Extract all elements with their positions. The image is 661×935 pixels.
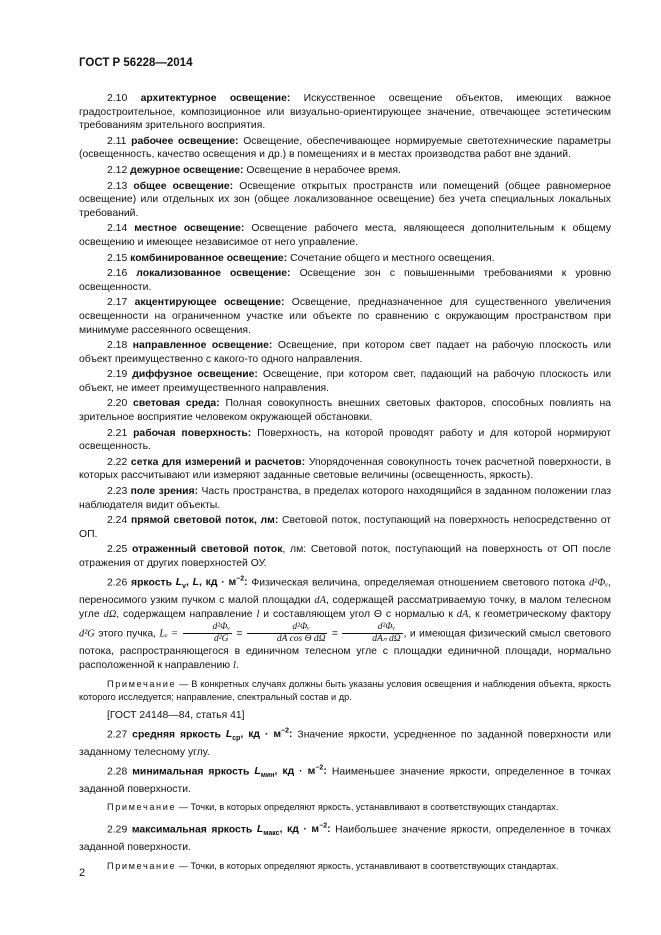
definition-2-11: [79, 135, 611, 162]
entry-number: 2.18: [107, 340, 128, 352]
definition-text: Значение яркости, усредненное по заданной поверхности или заданному телесному углу.: [79, 729, 612, 759]
unit-label: , лм:: [282, 544, 307, 556]
note-text: — В конкретных случаях должны быть указаны условия освещения и наблюдения объекта, яркость которого исследуется; направление, спектральный состав и др.: [79, 679, 611, 702]
term: сетка для измерений и расчетов:: [130, 456, 306, 468]
definition-2-27: [79, 725, 611, 760]
unit-exponent: −2: [281, 727, 290, 735]
definition-text: Освещение, обеспечивающее нормируемые светотехнические параметры (освещенность, качество освещения и др.) в помещениях и в местах производства работ вне зданий.: [79, 135, 611, 161]
unit-exponent: −2: [236, 575, 245, 583]
entry-number: 2.21: [107, 427, 128, 439]
definition-2-22: [79, 456, 611, 483]
definition-2-17: [79, 296, 611, 337]
definition-text: Часть пространства, в пределах которого находящийся в заданном положении глаз наблюдателя видит объекты.: [79, 486, 612, 511]
entry-number: 2.23: [107, 486, 128, 498]
note-label: Примечание: [107, 802, 177, 813]
term: локализованное освещение:: [136, 268, 291, 280]
entry-number: 2.13: [107, 180, 128, 192]
term: яркость: [131, 577, 172, 589]
definition-text: , переносимого узким пучком с малой площадки: [79, 577, 612, 607]
definition-2-24: [79, 514, 611, 541]
equals-sign: =: [236, 628, 243, 640]
symbol-L: L: [254, 766, 261, 778]
symbol-L: L: [225, 729, 233, 741]
unit-label: , кд · м: [274, 766, 316, 778]
definition-text: , и имеющая физический смысл светового потока, распространяющегося в единичном телесном угле с площадки единичной площади, нормально расположенной к направлению: [79, 628, 612, 672]
symbol-L-alt: L: [192, 577, 200, 589]
numerator: d²Φᵥ: [342, 622, 402, 634]
definition-text: Освещение зон с повышенными требованиями к уровню освещенности.: [79, 268, 612, 293]
period: .: [235, 660, 239, 672]
source-reference: [ГОСТ 24148—84, статья 41]: [107, 710, 245, 722]
term: поле зрения:: [130, 486, 199, 498]
entry-number: 2.24: [107, 515, 128, 527]
definition-2-15: [79, 252, 611, 266]
note-text: — Точки, в которых определяют яркость, устанавливают в соответствующих стандартах.: [178, 860, 559, 871]
entry-number: 2.29: [107, 824, 128, 836]
note-2-26: [79, 678, 611, 703]
flux-symbol: d²Φᵥ: [588, 577, 609, 589]
document-code: ГОСТ Р 56228—2014: [79, 57, 193, 69]
definition-2-29: [79, 820, 611, 855]
symbol-L: L: [256, 824, 264, 836]
term: дежурное освещение:: [130, 164, 244, 176]
definition-text: Наибольшее значение яркости, определенное в точках заданной поверхности.: [79, 824, 611, 854]
definition-text: , содержащей рассматриваемую точку, в малом телесном угле: [79, 595, 612, 621]
definition-2-21: [79, 427, 611, 454]
symbol-L: L: [175, 577, 183, 589]
definition-2-13: [79, 180, 611, 221]
denominator: dAₙ dΩ: [372, 634, 401, 645]
definition-text: Наименьшее значение яркости, определенное в точках заданной поверхности.: [79, 766, 611, 795]
term: отраженный световой поток: [131, 544, 283, 556]
note-2-28: [79, 801, 611, 814]
unit-exponent: −2: [319, 822, 328, 830]
term: архитектурное освещение:: [140, 93, 291, 104]
unit-label: , кд · м: [240, 729, 282, 741]
definition-2-23: [79, 485, 611, 512]
definition-2-26: [79, 573, 611, 674]
entry-number: 2.14: [107, 223, 128, 235]
note-2-29: [79, 860, 611, 873]
separator: ,: [186, 577, 193, 589]
note-text: — Точки, в которых определяют яркость, устанавливают в соответствующих стандартах.: [178, 802, 559, 813]
equals-sign: =: [331, 628, 338, 640]
term: направленное освещение:: [132, 340, 273, 352]
definition-2-20: [79, 397, 611, 424]
definition-text: Освещение, при котором свет, падающий на рабочую плоскость или объект, не имеет преимущественного направления.: [79, 369, 612, 394]
definition-text: и составляющем угол Θ с нормалью к: [263, 609, 453, 621]
term: рабочее освещение:: [131, 135, 239, 147]
area-symbol: dA: [314, 595, 326, 607]
subscript: ср: [232, 735, 241, 743]
unit-exponent: −2: [315, 764, 324, 772]
definition-text: Искусственное освещение объектов, имеющих важное градостроительное, композиционное или визуально-ориентирующее значение, отвечающее эстетическим требованиям зрительного восприятия.: [79, 93, 612, 132]
term: комбинированное освещение:: [130, 252, 288, 264]
term: общее освещение:: [133, 180, 234, 192]
entry-number: 2.17: [107, 297, 128, 309]
unit-label: , кд · м: [279, 824, 320, 836]
definition-2-19: [79, 368, 611, 395]
denominator: dA cos Θ dΩ: [276, 634, 326, 645]
definition-2-18: [79, 339, 611, 366]
definition-text: , к геометрическому фактору: [468, 609, 612, 621]
document-body: [79, 92, 611, 878]
subscript: мин: [260, 772, 275, 780]
subscript: макс: [263, 830, 280, 838]
colon: :: [327, 824, 331, 836]
term: местное освещение:: [134, 223, 245, 235]
term: максимальная яркость: [131, 824, 253, 836]
geometric-factor-symbol: d²G: [79, 628, 95, 640]
term: средняя яркость: [132, 729, 221, 741]
definition-2-10: [79, 92, 611, 133]
subscript-v: v: [182, 583, 187, 591]
term: диффузное освещение:: [132, 369, 258, 381]
term: прямой световой поток, лм:: [130, 515, 279, 527]
definition-text: Упорядоченная совокупность точек расчетной поверхности, в которых рассчитывают или измеряют заданные световые величины (освещенность, яркость).: [79, 456, 612, 482]
note-label: Примечание: [107, 860, 177, 871]
definition-2-12: [79, 164, 611, 178]
definition-text: Световой поток, поступающий на поверхность непосредственно от ОП.: [79, 515, 612, 540]
colon: :: [244, 577, 248, 589]
formula-lhs: Lᵥ =: [159, 628, 179, 640]
colon: :: [289, 729, 293, 741]
entry-number: 2.28: [107, 766, 128, 778]
numerator: d²Φᵥ: [183, 622, 233, 634]
unit-label: , кд · м: [199, 577, 237, 589]
entry-number: 2.16: [107, 268, 128, 280]
definition-text: Физическая величина, определяемая отношением светового потока: [251, 577, 586, 589]
definition-text: этого пучка,: [98, 628, 157, 640]
definition-text: Поверхность, на которой проводят работу и для которой нормируют освещенность.: [79, 427, 612, 453]
definition-text: Освещение, при котором свет падает на рабочую плоскость или объект преимущественно с какого-то одного направления.: [79, 340, 611, 365]
area-symbol: dA: [456, 609, 469, 621]
definition-text: , содержащем направление: [116, 609, 253, 621]
definition-text: Полная совокупность внешних световых факторов, способных повлиять на зрительное восприятие человеком окружающей обстановки.: [79, 398, 611, 424]
definition-text: Сочетание общего и местного освещения.: [290, 252, 495, 264]
fraction-1: [183, 622, 233, 645]
denominator: d²G: [214, 634, 229, 645]
entry-number: 2.11: [107, 135, 127, 147]
direction-symbol: l: [232, 660, 236, 672]
definition-text: Освещение, предназначенное для существенного увеличения освещенности на ограниченном участке или объекте по сравнению с окружающим пространством при минимуме рассеянного освещения.: [79, 297, 611, 336]
colon: :: [323, 766, 327, 778]
entry-number: 2.26: [107, 577, 128, 589]
entry-number: 2.12: [107, 164, 128, 176]
entry-number: 2.25: [107, 544, 128, 556]
definition-2-28: [79, 762, 611, 797]
definition-2-16: [79, 267, 611, 294]
fraction-3: [342, 622, 402, 645]
entry-number: 2.19: [107, 369, 128, 381]
direction-symbol: l: [256, 609, 260, 621]
definition-text: Освещение в нерабочее время.: [246, 164, 401, 176]
note-label: Примечание: [107, 679, 177, 690]
entry-number: 2.22: [107, 456, 128, 468]
term: минимальная яркость: [132, 766, 250, 778]
page-number: 2: [79, 867, 86, 879]
entry-number: 2.20: [107, 398, 128, 410]
entry-number: 2.15: [107, 252, 128, 264]
definition-2-14: [79, 222, 611, 249]
entry-number: 2.27: [107, 729, 128, 741]
entry-number: 2.10: [107, 93, 128, 104]
fraction-2: [247, 622, 328, 645]
numerator: d²Φᵥ: [247, 622, 328, 634]
term: акцентирующее освещение:: [134, 297, 285, 309]
solid-angle-symbol: dΩ: [103, 609, 117, 621]
term: световая среда:: [133, 398, 220, 410]
term: рабочая поверхность:: [133, 427, 252, 439]
definition-text: Световой поток, поступающий на поверхность от ОП после отражения от других поверхностей ОУ.: [79, 544, 611, 569]
definition-2-25: [79, 543, 611, 570]
definition-text: Освещение открытых пространств или помещений (общее равномерное освещение) или отдельных их зон (общее локализованное освещение) без учета специальных локальных требований.: [79, 180, 612, 219]
definition-text: Освещение рабочего места, являющееся дополнительным к общему освещению и имеющее независимое от него управление.: [79, 223, 612, 248]
